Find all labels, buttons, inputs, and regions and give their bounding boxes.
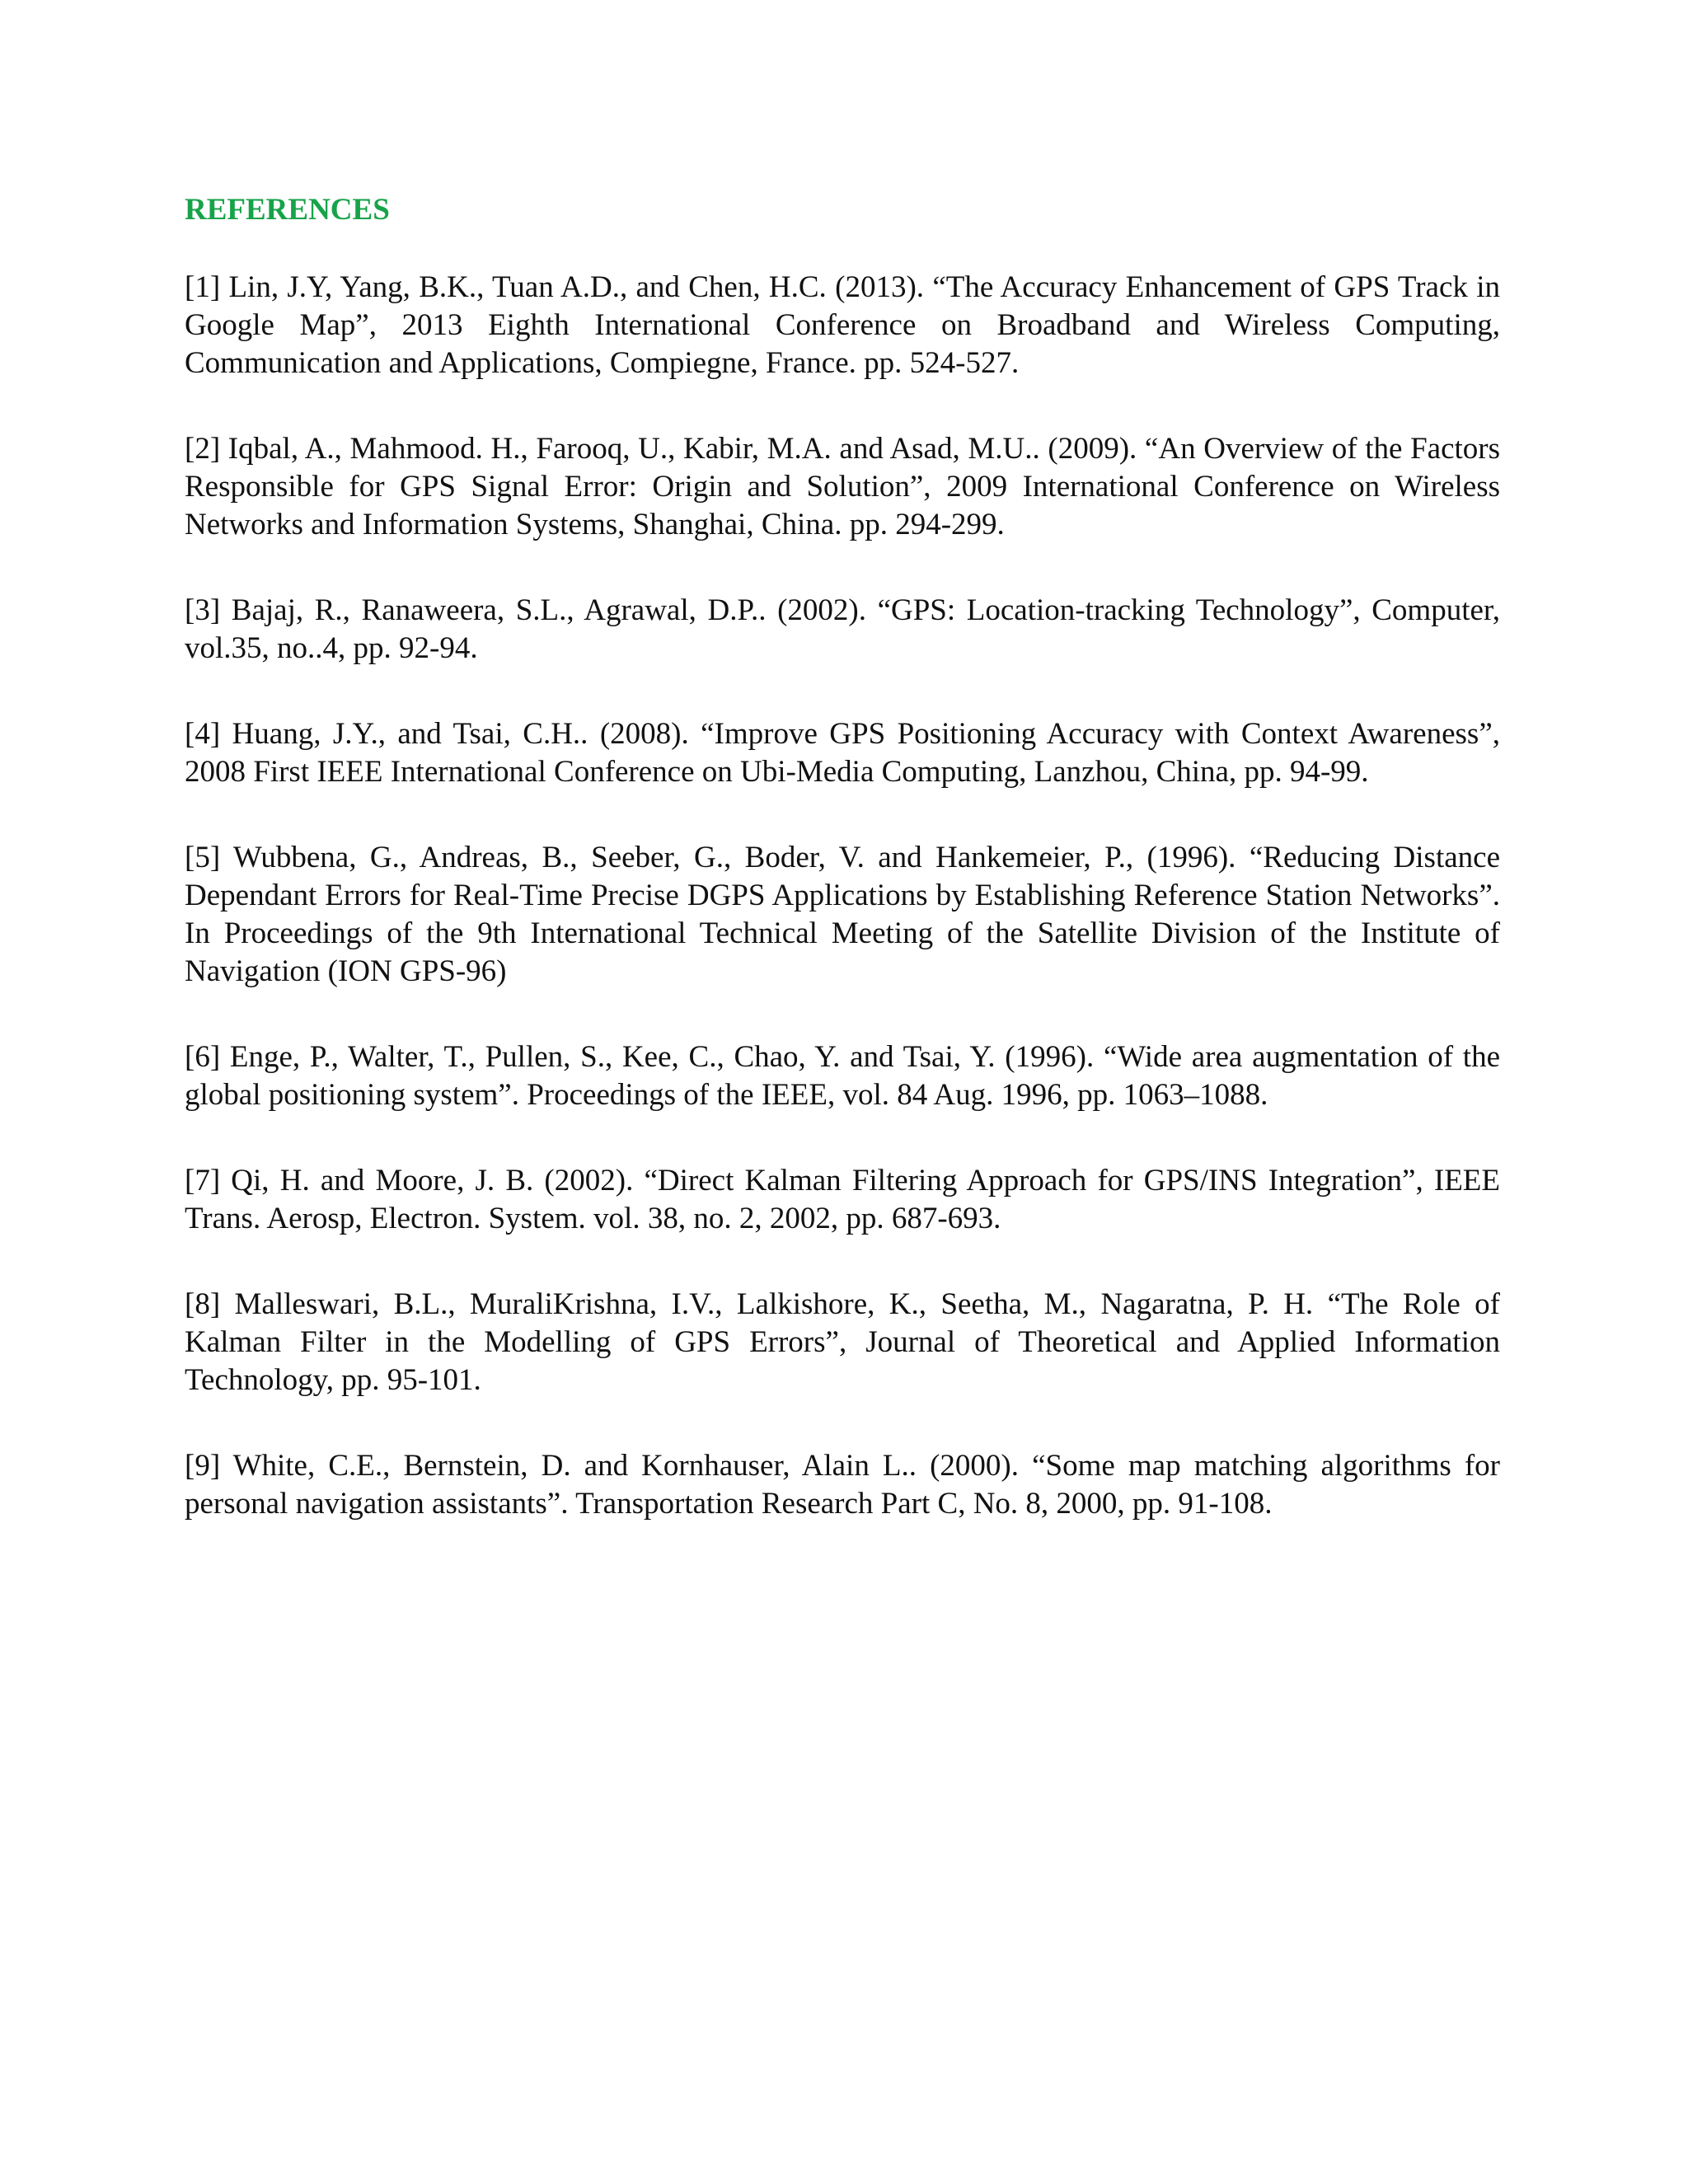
references-section — [185, 191, 1500, 1571]
references-heading: REFERENCES — [185, 193, 390, 227]
reference-item-7: [7] Qi, H. and Moore, J. B. (2002). “Direct Kalman Filtering Approach for GPS/INS Integration”, IEEE Trans. Aerosp, Electron. System. vol. 38, no. 2, 2002, pp. 687-693. — [185, 1164, 1500, 1235]
reference-item-4: [4] Huang, J.Y., and Tsai, C.H.. (2008). “Improve GPS Positioning Accuracy with Context Awareness”, 2008 First IEEE International Conference on Ubi-Media Computing, Lanzhou, China, pp. 94-99. — [185, 717, 1500, 789]
reference-item-8: [8] Malleswari, B.L., MuraliKrishna, I.V., Lalkishore, K., Seetha, M., Nagaratna, P. H. “The Role of Kalman Filter in the Modelling of GPS Errors”, Journal of Theoretical and Applied Information Technology, pp. 95-101. — [185, 1287, 1500, 1397]
reference-item-1: [1] Lin, J.Y, Yang, B.K., Tuan A.D., and Chen, H.C. (2013). “The Accuracy Enhancement of GPS Track in Google Map”, 2013 Eighth International Conference on Broadband and Wireless Computing, Communication and Applications, Compiegne, France. pp. 524-527. — [185, 270, 1500, 380]
reference-item-3: [3] Bajaj, R., Ranaweera, S.L., Agrawal, D.P.. (2002). “GPS: Location-tracking Technology”, Computer, vol.35, no..4, pp. 92-94. — [185, 593, 1500, 665]
reference-item-9: [9] White, C.E., Bernstein, D. and Kornhauser, Alain L.. (2000). “Some map matching algorithms for personal navigation assistants”. Transportation Research Part C, No. 8, 2000, pp. 91-108. — [185, 1449, 1500, 1521]
reference-list — [185, 269, 1500, 1523]
reference-item-6: [6] Enge, P., Walter, T., Pullen, S., Kee, C., Chao, Y. and Tsai, Y. (1996). “Wide area augmentation of the global positioning system”. Proceedings of the IEEE, vol. 84 Aug. 1996, pp. 1063–1088. — [185, 1040, 1500, 1112]
reference-item-2: [2] Iqbal, A., Mahmood. H., Farooq, U., Kabir, M.A. and Asad, M.U.. (2009). “An Overview of the Factors Responsible for GPS Signal Error: Origin and Solution”, 2009 International Conference on Wireless Networks and Information Systems, Shanghai, China. pp. 294-299. — [185, 432, 1500, 541]
reference-item-5: [5] Wubbena, G., Andreas, B., Seeber, G., Boder, V. and Hankemeier, P., (1996). “Reducing Distance Dependant Errors for Real-Time Precise DGPS Applications by Establishing Reference Station Networks”. In Proceedings of the 9th International Technical Meeting of the Satellite Division of the Institute of Navigation (ION GPS-96) — [185, 841, 1500, 988]
